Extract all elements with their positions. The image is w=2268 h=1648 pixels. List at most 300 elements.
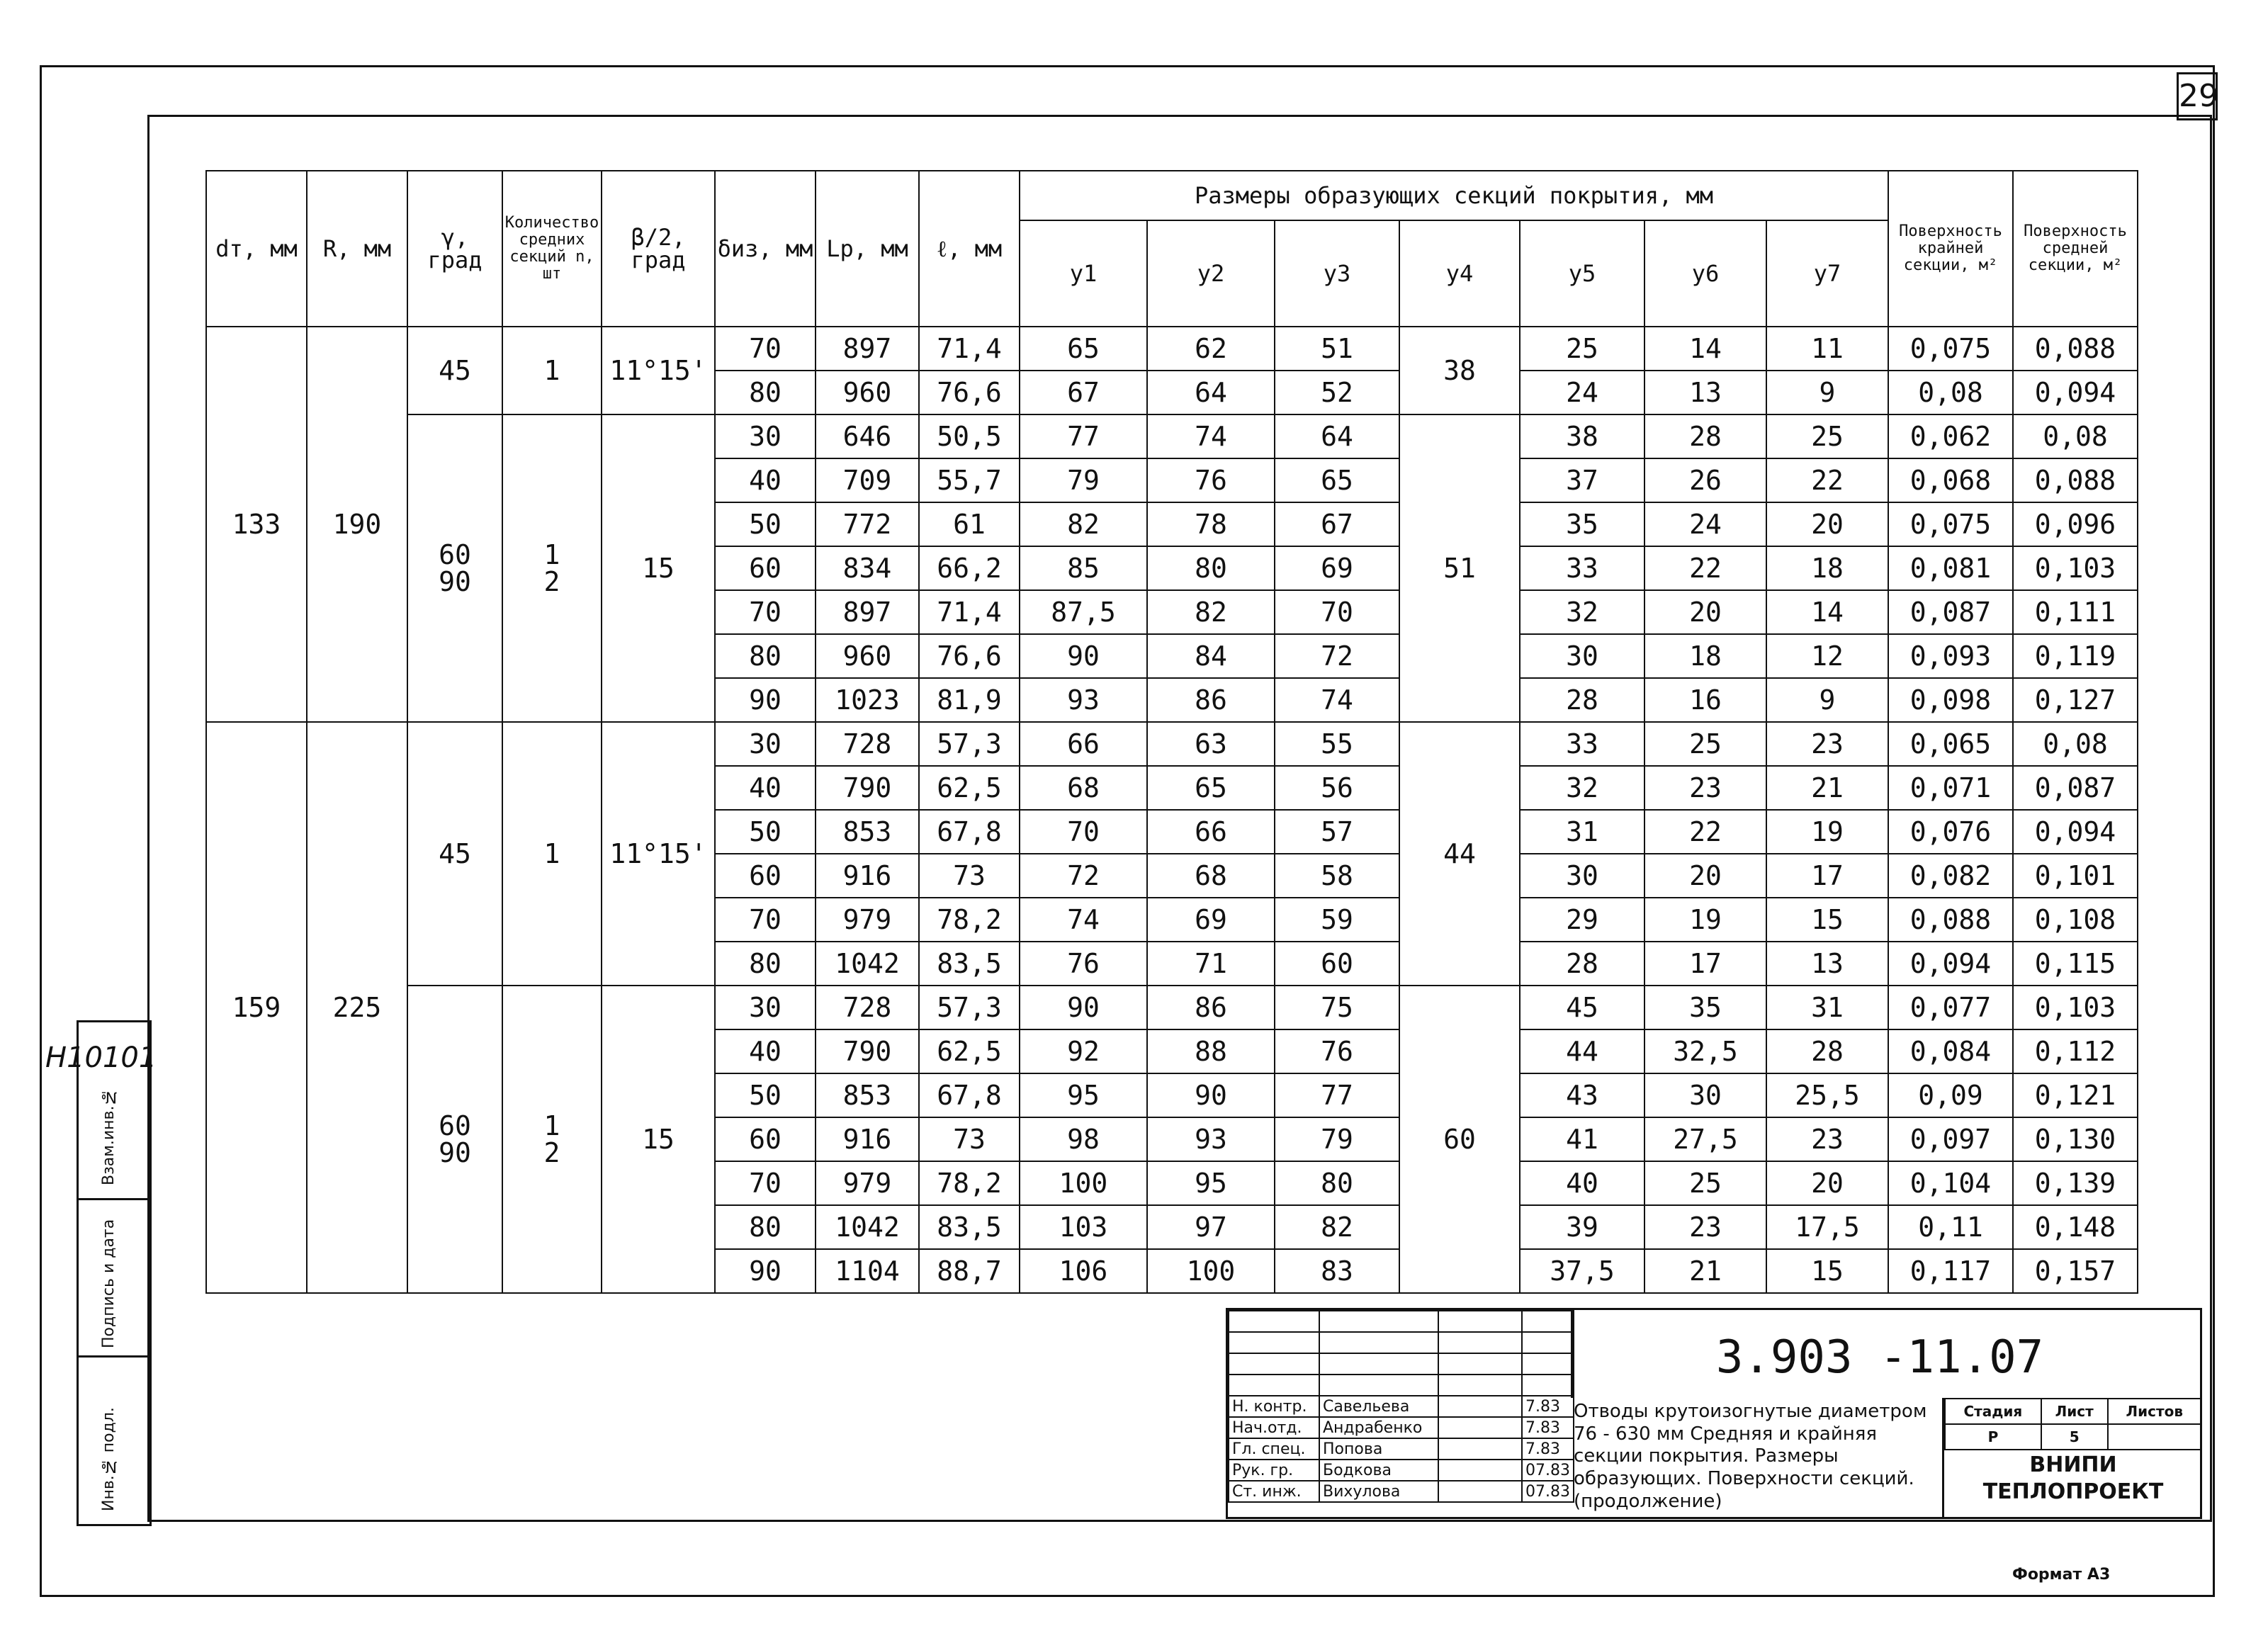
cell-surf-end: 0,081 [1888, 546, 2013, 590]
cell-surf-mid: 0,139 [2013, 1161, 2138, 1205]
document-number: 3.903 -11.07 [1715, 1331, 2044, 1384]
cell-delta: 70 [715, 1161, 816, 1205]
organization: ВНИПИ ТЕПЛОПРОЕКТ [1982, 1452, 2164, 1504]
cell-y1: 106 [1020, 1249, 1147, 1293]
cell-y2: 95 [1147, 1161, 1275, 1205]
cell-y3: 72 [1275, 634, 1399, 678]
signer-row [1229, 1438, 1574, 1460]
cell-y3: 80 [1275, 1161, 1399, 1205]
cell-Lp: 834 [816, 546, 919, 590]
cell-beta: 11°15' [602, 327, 715, 414]
cell-y5: 32 [1520, 590, 1644, 634]
cell-dt: 133 [206, 327, 307, 722]
cell-y1: 76 [1020, 942, 1147, 986]
cell-y6: 32,5 [1644, 1029, 1766, 1073]
cell-surf-end: 0,062 [1888, 414, 2013, 458]
cell-y4: 44 [1399, 722, 1520, 986]
cell-delta: 30 [715, 722, 816, 766]
cell-surf-mid: 0,111 [2013, 590, 2138, 634]
signer-role: Ст. инж. [1229, 1481, 1319, 1502]
cell-surf-end: 0,094 [1888, 942, 2013, 986]
cell-delta: 60 [715, 546, 816, 590]
cell-y1: 92 [1020, 1029, 1147, 1073]
cell-y3: 69 [1275, 546, 1399, 590]
cell-l: 67,8 [919, 810, 1020, 854]
header-y1: y1 [1020, 220, 1147, 327]
table-row [206, 327, 2138, 371]
cell-Lp: 1042 [816, 942, 919, 986]
cell-l: 78,2 [919, 898, 1020, 942]
cell-y3: 77 [1275, 1073, 1399, 1117]
cell-y2: 68 [1147, 854, 1275, 898]
cell-y3: 56 [1275, 766, 1399, 810]
cell-y6: 24 [1644, 502, 1766, 546]
cell-y5: 29 [1520, 898, 1644, 942]
cell-surf-end: 0,077 [1888, 986, 2013, 1029]
cell-y3: 64 [1275, 414, 1399, 458]
signer-signature [1438, 1460, 1522, 1481]
cell-Lp: 790 [816, 766, 919, 810]
header-beta2: β/2, град [602, 171, 715, 327]
cell-y7: 15 [1766, 1249, 1888, 1293]
signer-row [1229, 1396, 1574, 1417]
cell-surf-end: 0,075 [1888, 502, 2013, 546]
cell-delta: 80 [715, 1205, 816, 1249]
cell-delta: 30 [715, 414, 816, 458]
cell-l: 76,6 [919, 371, 1020, 414]
header-y4: y4 [1399, 220, 1520, 327]
signer-date: 07.83 [1522, 1481, 1574, 1502]
cell-delta: 90 [715, 1249, 816, 1293]
cell-gamma: 45 [407, 327, 502, 414]
header-l: ℓ, мм [919, 171, 1020, 327]
cell-surf-end: 0,11 [1888, 1205, 2013, 1249]
signer-role: Рук. гр. [1229, 1460, 1319, 1481]
title-block [1226, 1308, 2202, 1519]
cell-Lp: 709 [816, 458, 919, 502]
cell-delta: 60 [715, 854, 816, 898]
cell-Lp: 897 [816, 327, 919, 371]
table-row [206, 986, 2138, 1029]
cell-y5: 32 [1520, 766, 1644, 810]
cell-surf-mid: 0,103 [2013, 986, 2138, 1029]
cell-y5: 33 [1520, 546, 1644, 590]
cell-y2: 66 [1147, 810, 1275, 854]
cell-y2: 74 [1147, 414, 1275, 458]
cell-y2: 88 [1147, 1029, 1275, 1073]
cell-R: 225 [307, 722, 407, 1293]
cell-beta: 15 [602, 986, 715, 1293]
cell-y7: 20 [1766, 502, 1888, 546]
cell-y5: 30 [1520, 634, 1644, 678]
cell-surf-end: 0,068 [1888, 458, 2013, 502]
cell-y6: 14 [1644, 327, 1766, 371]
cell-surf-mid: 0,157 [2013, 1249, 2138, 1293]
cell-y1: 74 [1020, 898, 1147, 942]
cell-Lp: 790 [816, 1029, 919, 1073]
cell-y2: 86 [1147, 986, 1275, 1029]
cell-y5: 45 [1520, 986, 1644, 1029]
cell-y2: 62 [1147, 327, 1275, 371]
cell-surf-mid: 0,119 [2013, 634, 2138, 678]
cell-y6: 16 [1644, 678, 1766, 722]
header-Lp: Lр, мм [816, 171, 919, 327]
cell-l: 61 [919, 502, 1020, 546]
cell-surf-end: 0,117 [1888, 1249, 2013, 1293]
cell-y6: 21 [1644, 1249, 1766, 1293]
cell-delta: 60 [715, 1117, 816, 1161]
cell-y1: 77 [1020, 414, 1147, 458]
cell-Lp: 979 [816, 898, 919, 942]
cell-y6: 23 [1644, 766, 1766, 810]
cell-Lp: 897 [816, 590, 919, 634]
cell-Lp: 960 [816, 634, 919, 678]
cell-y1: 93 [1020, 678, 1147, 722]
cell-n: 1 2 [502, 986, 602, 1293]
cell-l: 71,4 [919, 590, 1020, 634]
cell-y1: 79 [1020, 458, 1147, 502]
cell-surf-mid: 0,096 [2013, 502, 2138, 546]
cell-Lp: 960 [816, 371, 919, 414]
cell-surf-end: 0,097 [1888, 1117, 2013, 1161]
header-delta: δиз, мм [715, 171, 816, 327]
cell-y5: 24 [1520, 371, 1644, 414]
cell-n: 1 [502, 722, 602, 986]
cell-y5: 28 [1520, 942, 1644, 986]
cell-y2: 63 [1147, 722, 1275, 766]
format-label: Формат А3 [2012, 1566, 2111, 1584]
side-stamp-label: Инв.№ подл. [100, 1407, 118, 1511]
cell-surf-mid: 0,130 [2013, 1117, 2138, 1161]
cell-y1: 70 [1020, 810, 1147, 854]
cell-surf-end: 0,088 [1888, 898, 2013, 942]
cell-surf-mid: 0,115 [2013, 942, 2138, 986]
cell-y6: 35 [1644, 986, 1766, 1029]
cell-delta: 50 [715, 502, 816, 546]
cell-y3: 60 [1275, 942, 1399, 986]
cell-l: 73 [919, 1117, 1020, 1161]
cell-l: 57,3 [919, 722, 1020, 766]
cell-Lp: 979 [816, 1161, 919, 1205]
cell-surf-mid: 0,094 [2013, 810, 2138, 854]
cell-delta: 90 [715, 678, 816, 722]
cell-surf-end: 0,076 [1888, 810, 2013, 854]
cell-y2: 80 [1147, 546, 1275, 590]
stage-label: Стадия [1945, 1399, 2041, 1424]
cell-surf-mid: 0,094 [2013, 371, 2138, 414]
cell-n: 1 2 [502, 414, 602, 722]
cell-delta: 70 [715, 327, 816, 371]
cell-y5: 41 [1520, 1117, 1644, 1161]
signer-date: 7.83 [1522, 1396, 1574, 1417]
cell-y2: 76 [1147, 458, 1275, 502]
cell-y7: 25,5 [1766, 1073, 1888, 1117]
cell-y5: 28 [1520, 678, 1644, 722]
cell-y7: 23 [1766, 1117, 1888, 1161]
cell-y7: 9 [1766, 371, 1888, 414]
cell-l: 66,2 [919, 546, 1020, 590]
cell-delta: 30 [715, 986, 816, 1029]
signer-date: 07.83 [1522, 1460, 1574, 1481]
cell-Lp: 1023 [816, 678, 919, 722]
cell-delta: 80 [715, 634, 816, 678]
cell-y7: 23 [1766, 722, 1888, 766]
table-body [206, 327, 2138, 1293]
cell-y5: 31 [1520, 810, 1644, 854]
cell-y7: 9 [1766, 678, 1888, 722]
signers-table [1228, 1310, 1574, 1503]
cell-y6: 28 [1644, 414, 1766, 458]
cell-y5: 30 [1520, 854, 1644, 898]
cell-delta: 70 [715, 898, 816, 942]
signer-date: 7.83 [1522, 1438, 1574, 1460]
cell-y4: 60 [1399, 986, 1520, 1293]
cell-y7: 19 [1766, 810, 1888, 854]
cell-surf-mid: 0,088 [2013, 458, 2138, 502]
header-y5: y5 [1520, 220, 1644, 327]
cell-y3: 59 [1275, 898, 1399, 942]
cell-y1: 67 [1020, 371, 1147, 414]
cell-y2: 78 [1147, 502, 1275, 546]
stage-value: Р [1945, 1424, 2041, 1450]
cell-y3: 75 [1275, 986, 1399, 1029]
cell-surf-end: 0,084 [1888, 1029, 2013, 1073]
cell-y7: 25 [1766, 414, 1888, 458]
cell-y2: 82 [1147, 590, 1275, 634]
cell-y1: 66 [1020, 722, 1147, 766]
cell-y6: 18 [1644, 634, 1766, 678]
sheet-label: Лист [2041, 1399, 2108, 1424]
cell-Lp: 646 [816, 414, 919, 458]
cell-y4: 51 [1399, 414, 1520, 722]
cell-y3: 82 [1275, 1205, 1399, 1249]
sheet-value: 5 [2041, 1424, 2108, 1450]
cell-beta: 11°15' [602, 722, 715, 986]
side-stamp [77, 1020, 152, 1526]
signer-role: Гл. спец. [1229, 1438, 1319, 1460]
cell-surf-mid: 0,08 [2013, 722, 2138, 766]
cell-gamma: 60 90 [407, 986, 502, 1293]
cell-l: 81,9 [919, 678, 1020, 722]
cell-y1: 87,5 [1020, 590, 1147, 634]
cell-l: 83,5 [919, 1205, 1020, 1249]
cell-y7: 14 [1766, 590, 1888, 634]
cell-delta: 50 [715, 810, 816, 854]
cell-y3: 76 [1275, 1029, 1399, 1073]
cell-y5: 38 [1520, 414, 1644, 458]
cell-y5: 33 [1520, 722, 1644, 766]
cell-y2: 100 [1147, 1249, 1275, 1293]
cell-y3: 79 [1275, 1117, 1399, 1161]
cell-surf-end: 0,082 [1888, 854, 2013, 898]
cell-y6: 20 [1644, 854, 1766, 898]
cell-y4: 38 [1399, 327, 1520, 414]
cell-surf-mid: 0,087 [2013, 766, 2138, 810]
cell-y7: 17,5 [1766, 1205, 1888, 1249]
cell-Lp: 728 [816, 722, 919, 766]
header-n: Количество средних секций n, шт [502, 171, 602, 327]
cell-y7: 31 [1766, 986, 1888, 1029]
cell-surf-end: 0,08 [1888, 371, 2013, 414]
cell-surf-end: 0,09 [1888, 1073, 2013, 1117]
cell-y5: 25 [1520, 327, 1644, 371]
cell-y6: 13 [1644, 371, 1766, 414]
cell-y6: 27,5 [1644, 1117, 1766, 1161]
signer-name: Бодкова [1319, 1460, 1438, 1481]
stage-block [1942, 1398, 2202, 1517]
cell-y5: 37,5 [1520, 1249, 1644, 1293]
cell-Lp: 728 [816, 986, 919, 1029]
cell-y7: 20 [1766, 1161, 1888, 1205]
cell-y7: 21 [1766, 766, 1888, 810]
header-surf-end: Поверхность крайней секции, м² [1888, 171, 2013, 327]
cell-y6: 23 [1644, 1205, 1766, 1249]
signer-row [1229, 1481, 1574, 1502]
cell-l: 73 [919, 854, 1020, 898]
cell-l: 76,6 [919, 634, 1020, 678]
header-gamma: γ, град [407, 171, 502, 327]
cell-l: 57,3 [919, 986, 1020, 1029]
cell-l: 78,2 [919, 1161, 1020, 1205]
cell-y3: 52 [1275, 371, 1399, 414]
signer-signature [1438, 1417, 1522, 1438]
table-row [206, 414, 2138, 458]
cell-y7: 11 [1766, 327, 1888, 371]
cell-y3: 70 [1275, 590, 1399, 634]
cell-delta: 40 [715, 458, 816, 502]
cell-y2: 71 [1147, 942, 1275, 986]
cell-surf-end: 0,098 [1888, 678, 2013, 722]
cell-y1: 68 [1020, 766, 1147, 810]
cell-l: 88,7 [919, 1249, 1020, 1293]
side-stamp-label: Взам.инв.№ [100, 1088, 118, 1185]
signer-name: Вихулова [1319, 1481, 1438, 1502]
cell-surf-mid: 0,088 [2013, 327, 2138, 371]
cell-y5: 40 [1520, 1161, 1644, 1205]
cell-y2: 84 [1147, 634, 1275, 678]
cell-R: 190 [307, 327, 407, 722]
cell-l: 71,4 [919, 327, 1020, 371]
cell-l: 62,5 [919, 766, 1020, 810]
cell-y7: 13 [1766, 942, 1888, 986]
cell-delta: 70 [715, 590, 816, 634]
sheets-label: Листов [2108, 1399, 2201, 1424]
cell-gamma: 60 90 [407, 414, 502, 722]
cell-y3: 83 [1275, 1249, 1399, 1293]
cell-y2: 93 [1147, 1117, 1275, 1161]
signer-role: Нач.отд. [1229, 1417, 1319, 1438]
cell-y1: 82 [1020, 502, 1147, 546]
cell-y2: 65 [1147, 766, 1275, 810]
cell-y3: 74 [1275, 678, 1399, 722]
document-title: Отводы крутоизогнутые диаметром 76 - 630 мм Средняя и крайняя секции покрытия. Размеры образующих. Поверхности секций. (продолжение) [1574, 1401, 1927, 1512]
cell-beta: 15 [602, 414, 715, 722]
cell-delta: 40 [715, 766, 816, 810]
cell-y6: 19 [1644, 898, 1766, 942]
cell-surf-end: 0,075 [1888, 327, 2013, 371]
cell-y6: 25 [1644, 1161, 1766, 1205]
cell-y7: 22 [1766, 458, 1888, 502]
cell-surf-end: 0,071 [1888, 766, 2013, 810]
cell-y5: 37 [1520, 458, 1644, 502]
signer-signature [1438, 1438, 1522, 1460]
cell-surf-mid: 0,108 [2013, 898, 2138, 942]
cell-y5: 35 [1520, 502, 1644, 546]
cell-y6: 25 [1644, 722, 1766, 766]
cell-Lp: 916 [816, 1117, 919, 1161]
cell-y2: 90 [1147, 1073, 1275, 1117]
header-y6: y6 [1644, 220, 1766, 327]
sections-table [205, 170, 2138, 1294]
cell-surf-mid: 0,112 [2013, 1029, 2138, 1073]
cell-y6: 20 [1644, 590, 1766, 634]
cell-y7: 15 [1766, 898, 1888, 942]
signer-name: Андрабенко [1319, 1417, 1438, 1438]
cell-y6: 22 [1644, 546, 1766, 590]
cell-l: 83,5 [919, 942, 1020, 986]
signer-role: Н. контр. [1229, 1396, 1319, 1417]
header-R: R, мм [307, 171, 407, 327]
cell-y2: 69 [1147, 898, 1275, 942]
inventory-handwritten: H10101 [45, 1042, 157, 1074]
cell-surf-mid: 0,08 [2013, 414, 2138, 458]
cell-y1: 90 [1020, 986, 1147, 1029]
cell-Lp: 853 [816, 810, 919, 854]
cell-y7: 28 [1766, 1029, 1888, 1073]
cell-y3: 55 [1275, 722, 1399, 766]
cell-l: 67,8 [919, 1073, 1020, 1117]
cell-y1: 65 [1020, 327, 1147, 371]
header-y3: y3 [1275, 220, 1399, 327]
header-sizes-group: Размеры образующих секций покрытия, мм [1020, 171, 1888, 220]
cell-surf-mid: 0,148 [2013, 1205, 2138, 1249]
cell-y6: 17 [1644, 942, 1766, 986]
signer-row [1229, 1460, 1574, 1481]
cell-y3: 58 [1275, 854, 1399, 898]
table-row [206, 722, 2138, 766]
cell-y3: 51 [1275, 327, 1399, 371]
header-y7: y7 [1766, 220, 1888, 327]
side-stamp-label: Подпись и дата [100, 1219, 118, 1348]
cell-l: 55,7 [919, 458, 1020, 502]
cell-y1: 103 [1020, 1205, 1147, 1249]
cell-surf-end: 0,104 [1888, 1161, 2013, 1205]
cell-l: 50,5 [919, 414, 1020, 458]
cell-gamma: 45 [407, 722, 502, 986]
cell-y6: 22 [1644, 810, 1766, 854]
cell-y1: 90 [1020, 634, 1147, 678]
signer-name: Попова [1319, 1438, 1438, 1460]
cell-y1: 85 [1020, 546, 1147, 590]
cell-delta: 80 [715, 942, 816, 986]
cell-y5: 44 [1520, 1029, 1644, 1073]
cell-y1: 72 [1020, 854, 1147, 898]
cell-surf-end: 0,087 [1888, 590, 2013, 634]
cell-surf-end: 0,093 [1888, 634, 2013, 678]
signer-signature [1438, 1396, 1522, 1417]
signer-date: 7.83 [1522, 1417, 1574, 1438]
cell-Lp: 772 [816, 502, 919, 546]
cell-Lp: 853 [816, 1073, 919, 1117]
header-surf-mid: Поверхность средней секции, м² [2013, 171, 2138, 327]
cell-y5: 43 [1520, 1073, 1644, 1117]
cell-Lp: 1104 [816, 1249, 919, 1293]
cell-delta: 80 [715, 371, 816, 414]
cell-y6: 26 [1644, 458, 1766, 502]
cell-delta: 40 [715, 1029, 816, 1073]
signer-name: Савельева [1319, 1396, 1438, 1417]
signer-signature [1438, 1481, 1522, 1502]
